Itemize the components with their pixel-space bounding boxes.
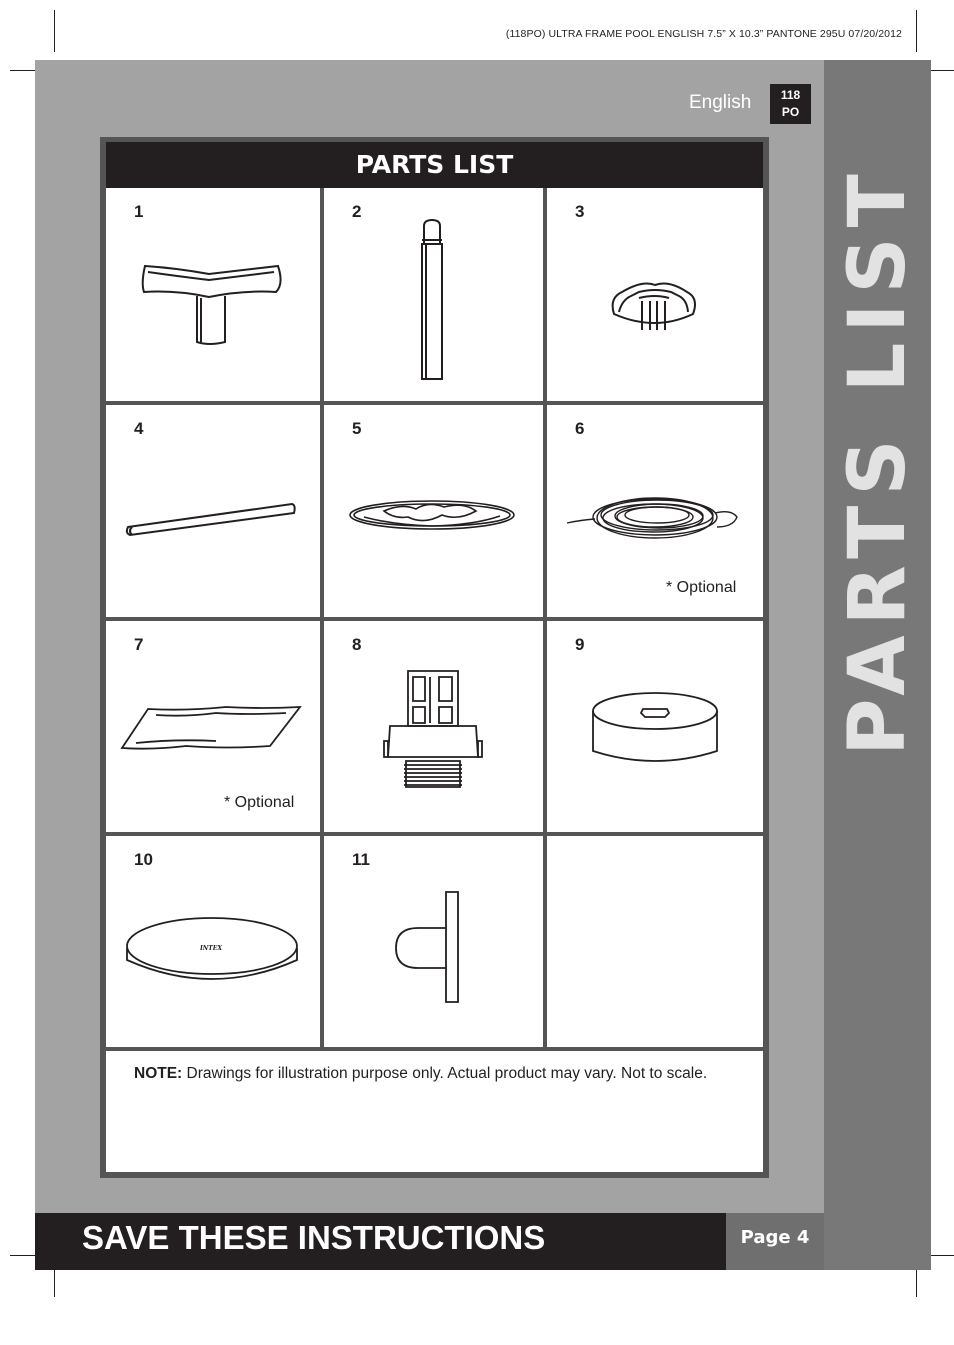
t-connector-icon [106, 188, 320, 401]
side-strip [824, 60, 931, 1270]
optional-label: * Optional [666, 579, 737, 596]
part-cell-1 [106, 188, 320, 401]
part-cell-4 [106, 405, 320, 617]
crop-mark [54, 1270, 55, 1297]
part-number: 2 [352, 202, 362, 221]
part-cell-11 [324, 836, 543, 1047]
pool-liner-icon [324, 405, 543, 617]
strap-cap-icon [324, 836, 543, 1047]
drain-cap-icon [547, 621, 763, 832]
note-body: Drawings for illustration purpose only. Actual product may vary. Not to scale. [182, 1065, 708, 1082]
crop-mark [930, 70, 954, 71]
part-number: 10 [134, 850, 153, 869]
part-cell-7 [106, 621, 320, 832]
page-code-badge [770, 84, 811, 124]
part-number: 8 [352, 635, 362, 654]
part-number: 5 [352, 419, 362, 438]
part-number: 6 [575, 419, 585, 438]
crop-mark [54, 10, 55, 52]
note-text [134, 1065, 707, 1083]
part-cell-9 [547, 621, 763, 832]
part-number: 3 [575, 202, 585, 221]
side-title: PARTS LIST [833, 164, 923, 756]
pool-cover-icon [106, 836, 320, 1047]
part-number: 9 [575, 635, 585, 654]
part-number: 7 [134, 635, 144, 654]
part-cell-5 [324, 405, 543, 617]
part-cell-10 [106, 836, 320, 1047]
part-cell-6 [547, 405, 763, 617]
part-cell-empty [547, 836, 763, 1047]
footer-bar [35, 1213, 726, 1270]
crop-mark [916, 1270, 917, 1297]
part-cell-8 [324, 621, 543, 832]
language-label: English [689, 92, 752, 113]
crop-mark [916, 10, 917, 52]
parts-list-box [100, 137, 769, 1178]
save-instructions-text: SAVE THESE INSTRUCTIONS [82, 1219, 546, 1256]
part-cell-2 [324, 188, 543, 401]
vertical-leg-icon [324, 188, 543, 401]
part-number: 1 [134, 202, 144, 221]
note-box [106, 1051, 763, 1172]
leg-cap-icon [547, 188, 763, 401]
intex-logo: INTEX [200, 945, 222, 952]
part-cell-3 [547, 188, 763, 401]
horizontal-beam-icon [106, 405, 320, 617]
note-label: NOTE: [134, 1065, 183, 1082]
page-number-label: Page 4 [726, 1213, 824, 1270]
part-number: 4 [134, 419, 144, 438]
print-header: (118PO) ULTRA FRAME POOL ENGLISH 7.5” X 10.3” PANTONE 295U 07/20/2012 [505, 28, 902, 40]
part-number: 11 [352, 850, 370, 869]
drain-valve-icon [324, 621, 543, 832]
parts-list-title: PARTS LIST [106, 142, 763, 188]
page-code-line1: 118 [780, 88, 801, 102]
optional-label: * Optional [224, 794, 295, 811]
page-code-line2: PO [781, 105, 800, 119]
